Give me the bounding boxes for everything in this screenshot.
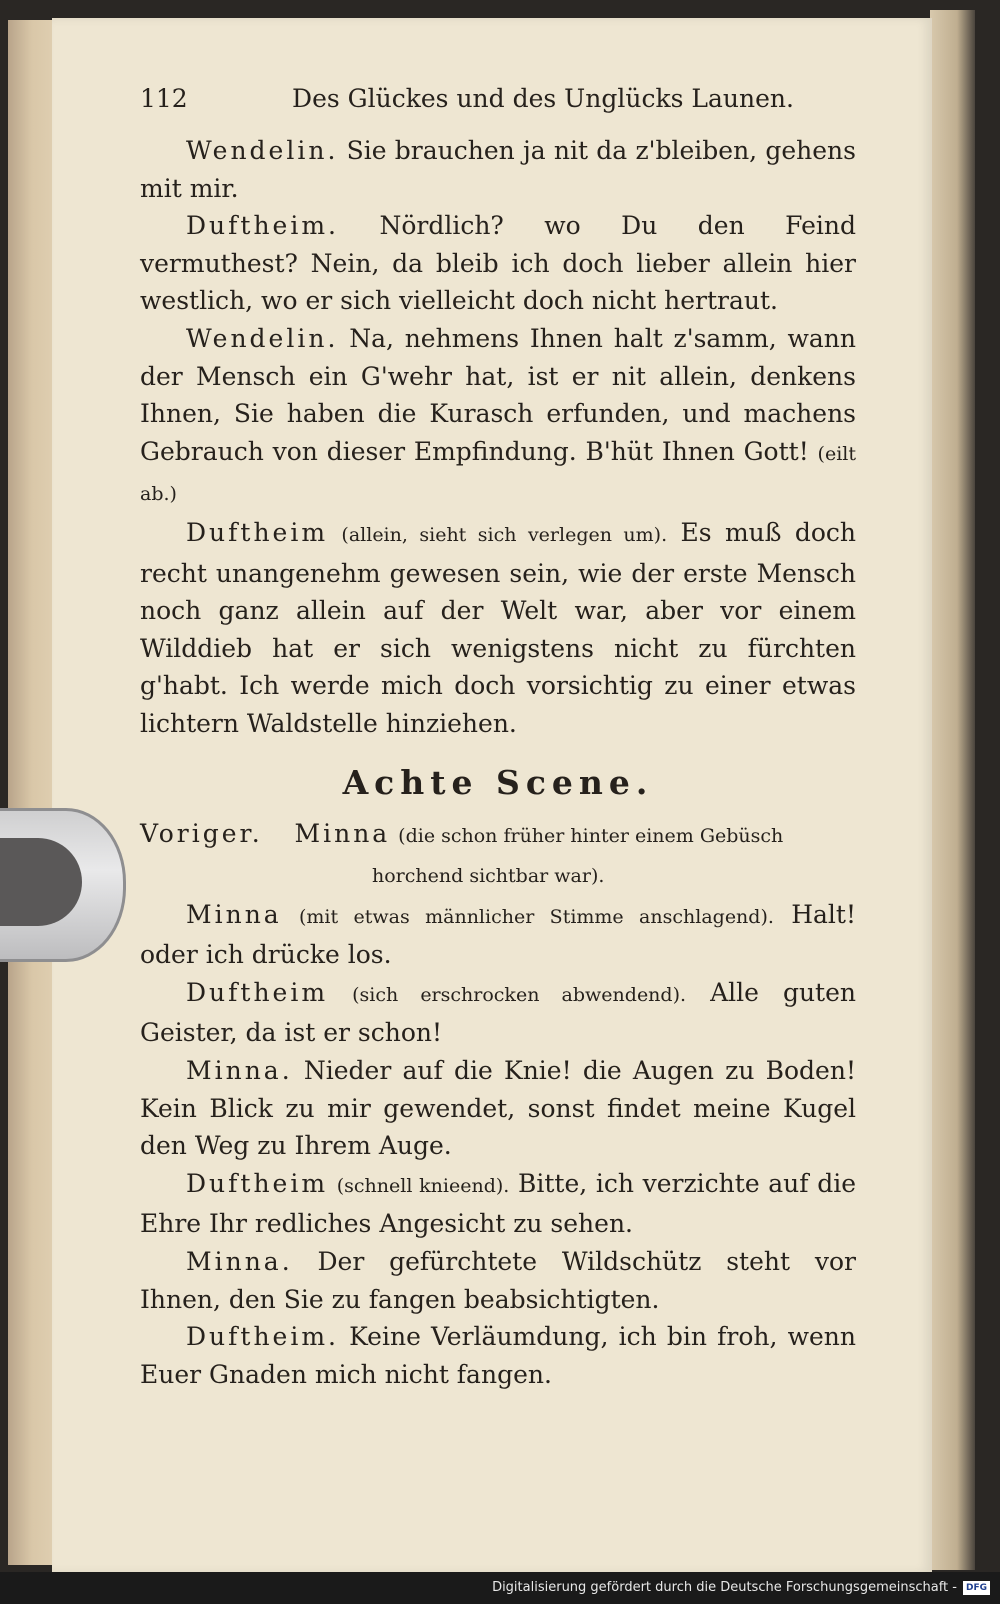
dialogue-paragraph	[140, 1318, 856, 1393]
cast-line	[140, 855, 856, 896]
dialogue-text: Nieder auf die Knie! die Augen zu Boden! Kein Blick zu mir gewendet, sonst findet meine Kugel den Weg zu Ihrem Auge.	[140, 1056, 857, 1161]
footer-bar	[0, 1572, 1000, 1604]
stage-direction: (eilt ab.)	[140, 442, 856, 506]
speaker-name: Minna.	[186, 1056, 293, 1086]
dialogue-text: Nördlich? wo Du den Feind vermuthest? Nein, da bleib ich doch lieber allein hier westlich, wo er sich vielleicht doch nicht hertraut.	[140, 211, 856, 316]
dialogue-text: Na, nehmens Ihnen halt z'samm, wann der Mensch ein G'wehr hat, ist er nit allein, denkens Ihnen, Sie haben die Kurasch erfunden, und machens Gebrauch von dieser Empfindung. B'hüt Ihnen Gott!	[140, 323, 856, 466]
page-header	[140, 84, 856, 132]
dialogue-paragraph	[140, 1165, 856, 1243]
page-number: 112	[140, 84, 188, 113]
dialogue-text: Halt! oder ich drücke los.	[140, 899, 857, 970]
dialogue-text: Keine Verläumdung, ich bin froh, wenn Euer Gnaden mich nicht fangen.	[140, 1322, 856, 1389]
speaker-name: Duftheim	[186, 977, 329, 1007]
dialogue-paragraph	[140, 896, 856, 974]
dialogue-paragraph	[140, 320, 856, 514]
speaker-name: Duftheim.	[186, 1322, 339, 1352]
stage-direction: horchend sichtbar war).	[372, 865, 605, 888]
cast-second: Minna	[294, 818, 391, 848]
dialogue-text: Bitte, ich verzichte auf die Ehre Ihr redliches Angesicht zu sehen.	[140, 1168, 856, 1239]
dialogue-paragraph	[140, 1243, 856, 1318]
stage-direction: (allein, sieht sich verlegen um).	[341, 523, 668, 546]
stage-direction: (mit etwas männlicher Stimme anschlagend).	[299, 905, 774, 928]
dialogue-paragraph	[140, 207, 856, 320]
dialogue-text: Es muß doch recht unangenehm gewesen sein, wie der erste Mensch noch ganz allein auf der Welt war, aber vor einem Wilddieb hat er sich wenigstens nicht zu fürchten g'habt. Ich werde mich doch vorsichtig zu einer etwas lichtern Waldstelle hinziehen.	[140, 517, 856, 738]
dialogue-text: Der gefürchtete Wildschütz steht vor Ihnen, den Sie zu fangen beabsichtigten.	[140, 1247, 856, 1314]
book-right-edge	[930, 10, 975, 1570]
dfg-logo-icon: DFG	[963, 1581, 990, 1595]
running-title: Des Glückes und des Unglücks Launen.	[292, 84, 794, 113]
dialogue-paragraph	[140, 132, 856, 207]
speaker-name: Duftheim	[186, 517, 329, 547]
speaker-name: Minna.	[186, 1247, 293, 1277]
stage-direction: (die schon früher hinter einem Gebüsch	[398, 824, 784, 847]
stage-direction: (schnell knieend).	[336, 1174, 510, 1197]
stage-direction: (sich erschrocken abwendend).	[352, 983, 687, 1006]
speaker-name: Wendelin.	[186, 136, 339, 165]
cast-line	[140, 815, 856, 856]
page-text	[140, 84, 856, 1393]
footer-credit: Digitalisierung gefördert durch die Deutsche Forschungsgemeinschaft -	[492, 1580, 957, 1595]
speaker-name: Duftheim.	[186, 211, 339, 241]
speaker-name: Wendelin.	[186, 323, 339, 353]
cast-list	[140, 815, 856, 896]
dialogue-paragraph	[140, 1052, 856, 1165]
dialogue-paragraph	[140, 514, 856, 743]
dialogue-paragraph	[140, 974, 856, 1052]
speaker-name: Minna	[186, 899, 282, 929]
speaker-name: Duftheim	[186, 1168, 329, 1198]
dialogue-text: Alle guten Geister, da ist er schon!	[140, 977, 856, 1048]
cast-first: Voriger.	[140, 818, 263, 848]
scene-heading: Achte Scene.	[342, 762, 654, 802]
dialogue-text: Sie brauchen ja nit da z'bleiben, gehens mit mir.	[140, 136, 856, 203]
